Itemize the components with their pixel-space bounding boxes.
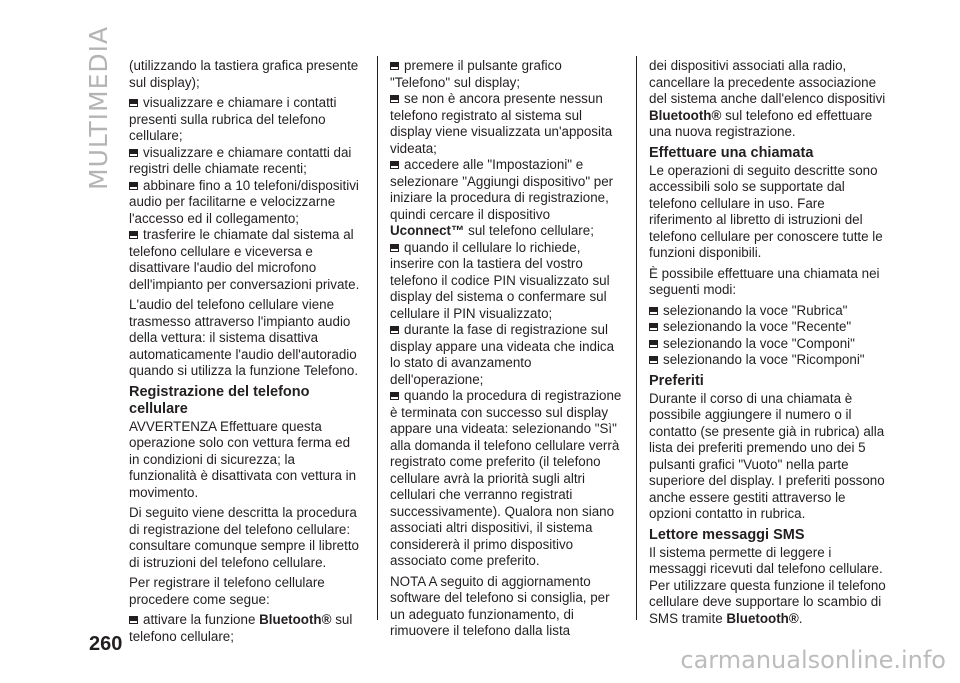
bullet-text: premere il pulsante grafico "Telefono" sul display; bbox=[390, 58, 562, 90]
bullet-item bbox=[649, 319, 889, 336]
bullet-icon bbox=[649, 307, 658, 315]
bullet-text: quando il cellulare lo richiede, inserire con la tastiera del vostro telefono il codice PIN visualizzato sul display del sistema o confermare sul cellulare il PIN visualizzato; bbox=[390, 239, 610, 321]
bullet-text: abbinare fino a 10 telefoni/dispositivi audio per facilitarne e velocizzarne l'accesso ed il collegamento; bbox=[129, 177, 359, 226]
bullet-item bbox=[649, 303, 889, 320]
bullet-item bbox=[649, 352, 889, 369]
bullet-text: attivare la funzione bbox=[143, 612, 260, 627]
paragraph: Le operazioni di seguito descritte sono accessibili solo se supportate dal telefono cellulare in uso. Fare riferimento al libretto di istruzioni del telefono cellulare per conoscere tutte le funzioni disponibili. bbox=[649, 162, 883, 260]
paragraph-text: Il sistema permette di leggere i messaggi ricevuti dal telefono cellulare. Per utilizzare questa funzione il telefono cellulare deve supportare lo scambio di SMS tramite bbox=[649, 544, 886, 626]
bullet-icon bbox=[390, 244, 399, 252]
bullet-text: se non è ancora presente nessun telefono registrato al sistema sul display viene visualizzata un'apposita videata; bbox=[390, 91, 613, 156]
bullet-item bbox=[390, 322, 622, 388]
paragraph bbox=[649, 58, 889, 141]
bullet-icon bbox=[129, 99, 138, 107]
bullet-icon bbox=[390, 161, 399, 169]
bullet-text: quando la procedura di registrazione è terminata con successo sul display appare una videata: selezionando "Sì" alla domanda il telefono cellulare verrà registrato come preferito (il telefono cellulare avrà la priorità sugli altri cellulari che verranno registrati successivamente). Qualora non siano associati altri dispositivi, il sistema considererà il primo dispositivo associato come preferito. bbox=[390, 388, 622, 568]
paragraph bbox=[649, 545, 889, 628]
section-heading: Preferiti bbox=[649, 372, 704, 389]
bullet-item bbox=[649, 336, 889, 353]
bullet-text: selezionando la voce "Componi" bbox=[663, 335, 855, 351]
bullet-item bbox=[390, 240, 622, 323]
bullet-text: selezionando la voce "Ricomponi" bbox=[663, 352, 865, 367]
bullet-item bbox=[390, 91, 622, 157]
paragraph: È possibile effettuare una chiamata nei seguenti modi: bbox=[649, 265, 880, 297]
paragraph: Durante il corso di una chiamata è possibile aggiungere il numero o il contatto (se presente già in rubrica) alla lista dei preferiti premendo uno dei 5 pulsanti grafici "Vuoto" nella parte superiore del display. I preferiti possono anche essere gestiti attraverso le opzioni contatto in rubrica. bbox=[649, 390, 885, 521]
paragraph: L'audio del telefono cellulare viene trasmesso attraverso l'impianto audio della vettura: il sistema disattiva automaticamente l'audio dell'autoradio quando si utilizza la funzione Telefono. bbox=[129, 297, 359, 378]
paragraph: (utilizzando la tastiera grafica presente sul display); bbox=[129, 58, 359, 90]
bullet-icon bbox=[390, 95, 399, 103]
bullet-icon bbox=[390, 326, 399, 334]
bullet-item bbox=[129, 145, 361, 178]
bullet-icon bbox=[129, 231, 138, 239]
paragraph: Per registrare il telefono cellulare procedere come segue: bbox=[129, 575, 325, 607]
bullet-text: sul telefono cellulare; bbox=[129, 612, 353, 644]
bullet-icon bbox=[129, 149, 138, 157]
bullet-icon bbox=[390, 62, 399, 70]
bullet-text: trasferire le chiamate dal sistema al telefono cellulare e viceversa e disattivare l'audio del microfono dell'impianto per conversazioni private. bbox=[129, 227, 360, 292]
column-divider bbox=[377, 56, 378, 620]
paragraph-text: . bbox=[798, 610, 803, 626]
text-column-2 bbox=[390, 58, 622, 644]
bullet-text: visualizzare e chiamare i contatti presenti sulla rubrica del telefono cellulare; bbox=[129, 95, 337, 143]
bold-term: Uconnect™ bbox=[390, 223, 465, 238]
bullet-item bbox=[390, 58, 622, 91]
bullet-item bbox=[129, 178, 361, 228]
bullet-text: sul telefono cellulare; bbox=[464, 223, 594, 238]
bold-term: Bluetooth® bbox=[649, 107, 722, 123]
bullet-item bbox=[390, 157, 622, 240]
bullet-text: selezionando la voce "Recente" bbox=[663, 319, 852, 334]
paragraph: NOTA A seguito di aggiornamento software del telefono si consiglia, per un adeguato funzionamento, di rimuovere il telefono dalla lista bbox=[390, 573, 610, 638]
bullet-text: durante la fase di registrazione sul display appare una videata che indica lo stato di avanzamento dell'operazione; bbox=[390, 322, 615, 387]
section-title: MULTIMEDIA bbox=[84, 25, 113, 190]
bullet-icon bbox=[649, 340, 658, 348]
bullet-icon bbox=[129, 182, 138, 190]
footer-watermark: carmanualsonline.info bbox=[680, 646, 946, 674]
bullet-text: visualizzare e chiamare contatti dai registri delle chiamate recenti; bbox=[129, 144, 352, 176]
paragraph: Di seguito viene descritta la procedura di registrazione del telefono cellulare: consultare comunque sempre il libretto di istruzioni del telefono cellulare. bbox=[129, 505, 359, 570]
bullet-item bbox=[129, 612, 361, 645]
bullet-icon bbox=[649, 323, 658, 331]
bullet-text: accedere alle "Impostazioni" e selezionare "Aggiungi dispositivo" per iniziare la procedura di registrazione, quindi cercare il dispositivo bbox=[390, 157, 614, 222]
paragraph-text: sul telefono ed effettuare una nuova registrazione. bbox=[649, 107, 873, 139]
section-heading: Lettore messaggi SMS bbox=[649, 526, 805, 543]
column-divider bbox=[636, 56, 637, 620]
section-heading: Effettuare una chiamata bbox=[649, 144, 814, 161]
bullet-icon bbox=[649, 356, 658, 364]
text-column-1 bbox=[129, 58, 361, 645]
bullet-item bbox=[129, 227, 361, 293]
bullet-item bbox=[129, 95, 361, 145]
bullet-item bbox=[390, 388, 622, 570]
bullet-icon bbox=[390, 392, 399, 400]
page-number: 260 bbox=[89, 633, 123, 655]
text-column-3 bbox=[649, 58, 889, 631]
bullet-icon bbox=[129, 616, 138, 624]
paragraph: AVVERTENZA Effettuare questa operazione solo con vettura ferma ed in condizioni di sicurezza; la funzionalità è disattivata con vettura in movimento. bbox=[129, 418, 357, 500]
bold-term: Bluetooth® bbox=[726, 610, 799, 626]
paragraph-text: dei dispositivi associati alla radio, cancellare la precedente associazione del sistema anche dall'elenco dispositivi bbox=[649, 58, 886, 106]
bold-term: Bluetooth® bbox=[259, 612, 332, 627]
bullet-text: selezionando la voce "Rubrica" bbox=[663, 302, 848, 318]
section-heading: Registrazione del telefono cellulare bbox=[129, 383, 310, 417]
